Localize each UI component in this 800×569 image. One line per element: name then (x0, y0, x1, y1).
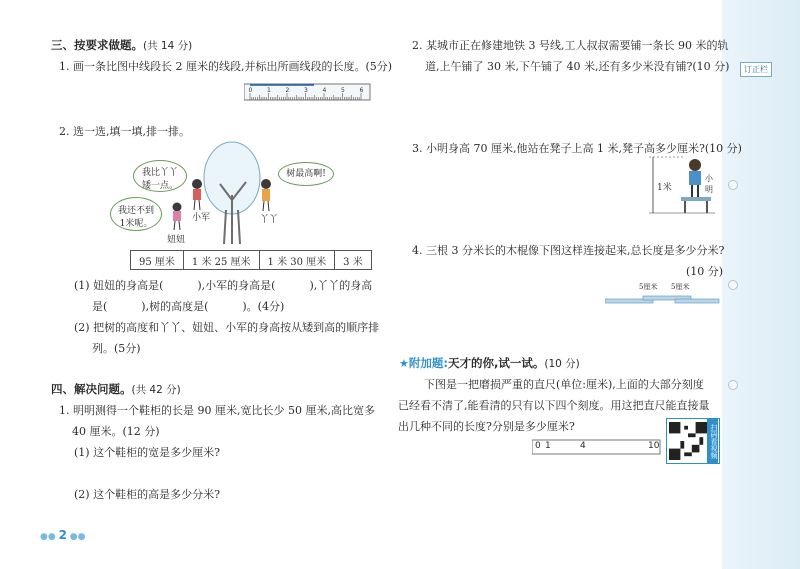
option-cell: 1 米 25 厘米 (183, 251, 259, 270)
option-cell: 95 厘米 (131, 251, 184, 270)
binding-hole (728, 180, 738, 190)
binding-hole (728, 280, 738, 290)
boy-on-stool-figure (645, 155, 720, 217)
ruler-label: 0 (248, 87, 253, 94)
bonus-line1: 下图是一把磨损严重的直尺(单位:厘米),上面的大部分刻度 (424, 378, 704, 391)
speech-bubble: 树最高啊! (278, 162, 334, 186)
ruler-tick-4: 4 (580, 441, 586, 451)
section4-heading: 四、解决问题。(共 42 分) (51, 382, 181, 396)
q3-2-1-line2: 是( ),树的高度是( )。(4分) (92, 300, 285, 313)
ruler-label: 3 (304, 87, 308, 94)
q4-1-sub1: (1) 这个鞋柜的宽是多少厘米? (74, 446, 220, 459)
q4-4-text: 4. 三根 3 分米长的木棍像下图这样连接起来,总长度是多少分米? (412, 244, 725, 257)
overlap-label: 5厘米 (671, 283, 690, 291)
name-label-niuniu: 妞妞 (167, 235, 186, 245)
q4-1-sub2: (2) 这个鞋柜的高是多少分米? (74, 488, 220, 501)
sticks-figure (605, 282, 720, 312)
page-number: ●● 2 ●● (40, 528, 86, 542)
sidebar-label: 订正栏 (740, 62, 772, 77)
q3-2-text: 2. 选一选,填一填,排一排。 (59, 125, 190, 138)
q4-3-text: 3. 小明身高 70 厘米,他站在凳子上高 1 米,凳子高多少厘米?(10 分) (412, 142, 742, 155)
section3-heading: 三、按要求做题。(共 14 分) (51, 38, 193, 52)
q4-1-line2: 40 厘米。(12 分) (72, 425, 160, 438)
name-label-yaya: 丫丫 (260, 215, 279, 225)
height-label: 1米 (657, 183, 672, 193)
q3-2-2-line1: (2) 把树的高度和丫丫、妞妞、小军的身高按从矮到高的顺序排 (74, 321, 380, 334)
name-label-xiaojun: 小军 (192, 213, 211, 223)
bonus-heading: ★附加题:天才的你,试一试。(10 分) (399, 356, 580, 370)
height-options (130, 250, 372, 270)
q3-1-text: 1. 画一条比图中线段长 2 厘米的线段,并标出所画线段的长度。(5分) (59, 60, 393, 73)
ruler-tick-1: 1 (545, 441, 551, 451)
ruler-label: 6 (359, 87, 364, 94)
q4-4-score: (10 分) (686, 265, 724, 278)
bonus-line2: 已经看不清了,能看清的只有以下四个刻度。用这把直尺能直接量 (398, 399, 710, 412)
ruler-label: 5 (341, 87, 345, 94)
q3-2-2-line2: 列。(5分) (92, 342, 141, 355)
ruler-label: 2 (285, 87, 290, 94)
ruler-tick-10: 10 (648, 441, 660, 451)
overlap-label: 5厘米 (639, 283, 658, 291)
qr-caption: 扫码看视频 (707, 419, 718, 463)
ruler-figure (244, 82, 372, 106)
q4-2-line1: 2. 某城市正在修建地铁 3 号线,工人叔叔需要铺一条长 90 米的轨 (412, 39, 729, 52)
speech-bubble: 我还不到 1米呢。 (110, 197, 162, 231)
bonus-line3: 出几种不同的长度?分别是多少厘米? (398, 420, 575, 433)
option-cell: 1 米 30 厘米 (259, 251, 335, 270)
qr-code[interactable] (666, 418, 720, 464)
ruler-label: 1 (267, 87, 271, 94)
speech-bubble: 我比丫丫 矮一点。 (133, 160, 187, 192)
option-cell: 3 米 (335, 251, 372, 270)
binding-hole (728, 380, 738, 390)
q4-2-line2: 道,上午铺了 30 米,下午铺了 40 米,还有多少米没有铺?(10 分) (425, 60, 730, 73)
q3-2-1-line1: (1) 妞妞的身高是( ),小军的身高是( ),丫丫的身高 (74, 279, 373, 292)
kids-tree-illustration (100, 140, 340, 248)
ruler-label: 4 (322, 87, 327, 94)
worn-ruler (532, 438, 662, 462)
q4-1-line1: 1. 明明测得一个鞋柜的长是 90 厘米,宽比长少 50 厘米,高比宽多 (59, 404, 375, 417)
ruler-tick-0: 0 (535, 441, 541, 451)
name-label-xiaoming: 小明 (705, 174, 713, 194)
